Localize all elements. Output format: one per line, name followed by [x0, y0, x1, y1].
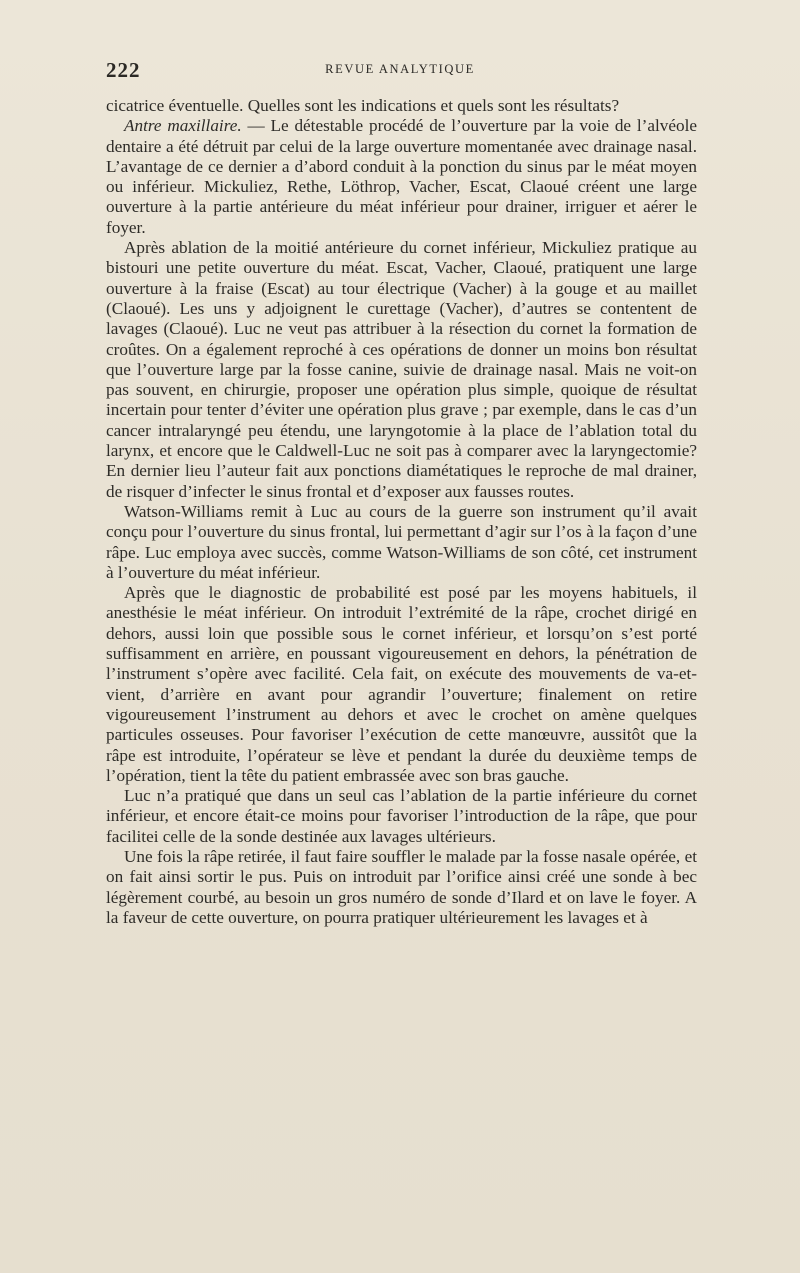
paragraph-2: [106, 116, 697, 238]
paragraph-6: [106, 786, 697, 847]
paragraph-7: [106, 847, 697, 928]
paragraph-5-text: Après que le diagnostic de probabilité est posé par les moyens habituels, il anesthésie le méat inférieur. On introduit l’extrémité de la râpe, crochet dirigé en dehors, aussi loin que possible sous le cornet inférieur, et lorsqu’on s’est porté suffisamment en arrière, en poussant vigoureusement en dehors, la pénétration de l’instrument s’opère avec facilité. Cela fait, on exécute des mouvements de va-et-vient, d’arrière en avant pour agrandir l’ouverture; finalement on retire vigoureusement l’instrument au dehors et avec le crochet on amène quelques particules osseuses. Pour favoriser l’exécution de cette manœuvre, aussitôt que la râpe est introduite, l’opérateur se lève et pendant la durée du deuxième temps de l’opération, tient la tête du patient embrassée avec son bras gauche.: [106, 583, 697, 785]
paragraph-2-text: — Le détestable procédé de l’ouverture par la voie de l’alvéole dentaire a été détruit par celui de la large ouverture momentanée avec drainage nasal. L’avantage de ce dernier a d’abord conduit à la ponction du sinus par le méat moyen ou inférieur. Mickuliez, Rethe, Löthrop, Vacher, Escat, Claoué créent une large ouverture à la partie antérieure du méat inférieur pour drainer, irriguer et aérer le foyer.: [106, 116, 697, 237]
paragraph-5: [106, 583, 697, 786]
paragraph-1: [106, 96, 697, 116]
running-title: REVUE ANALYTIQUE: [325, 62, 475, 76]
paragraph-3-text: Après ablation de la moitié antérieure du cornet inférieur, Mickuliez pratique au bistouri une petite ouverture du méat. Escat, Vacher, Claoué, pratiquent une large ouverture à la fraise (Escat) au tour électrique (Vacher) à la gouge et au maillet (Claoué). Les uns y adjoignent le curettage (Vacher), d’autres se contentent de lavages (Claoué). Luc ne veut pas attribuer à la résection du cornet la formation de croûtes. On a également reproché à ces opérations de donner un moins bon résultat que l’ouverture large par la fosse canine, suivie de drainage nasal. Mais ne voit-on pas souvent, en chirurgie, proposer une opération plus simple, quoique de résultat incertain pour tenter d’éviter une opération plus grave ; par exemple, dans le cas d’un cancer intralaryngé peu étendu, une laryngotomie à la place de l’ablation total du larynx, et encore que le Caldwell-Luc ne soit pas à comparer avec la laryngectomie? En dernier lieu l’auteur fait aux ponctions diamétatiques le reproche de mal drainer, de risquer d’infecter le sinus frontal et d’exposer aux fausses routes.: [106, 238, 697, 501]
paragraph-3: [106, 238, 697, 502]
paragraph-6-text: Luc n’a pratiqué que dans un seul cas l’ablation de la partie inférieure du cornet inférieur, et encore était-ce moins pour favoriser l’introduction de la râpe, que pour facilitei celle de la sonde destinée aux lavages ultérieurs.: [106, 786, 697, 846]
paragraph-7-text: Une fois la râpe retirée, il faut faire souffler le malade par la fosse nasale opérée, et on fait ainsi sortir le pus. Puis on introduit par l’orifice ainsi créé une sonde à bec légèrement courbé, au besoin un gros numéro de sonde d’Ilard et on lave le foyer. A la faveur de cette ouverture, on pourra pratiquer ultérieurement les lavages et à: [106, 846, 697, 927]
paragraph-1-text: cicatrice éventuelle. Quelles sont les indications et quels sont les résultats?: [106, 96, 620, 115]
paragraph-4-text: Watson-Williams remit à Luc au cours de la guerre son instrument qu’il avait conçu pour l’ouverture du sinus frontal, lui permettant d’agir sur l’os à la façon d’une râpe. Luc employa avec succès, comme Watson-Williams de son côté, cet instrument à l’ouverture du méat inférieur.: [106, 501, 697, 582]
paragraph-4: [106, 502, 697, 583]
section-lead-antre-maxillaire: Antre maxillaire.: [124, 116, 242, 136]
page-number: 222: [106, 58, 141, 82]
article-body: [106, 96, 697, 928]
